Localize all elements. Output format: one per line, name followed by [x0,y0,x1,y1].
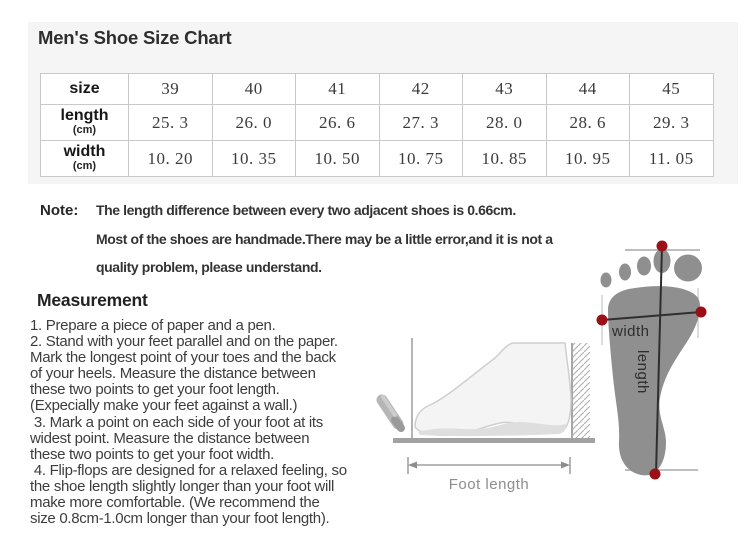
instruction-line: these two points to get your foot width. [30,445,274,463]
width-value-cell: 11. 05 [630,141,714,177]
size-table [40,73,714,177]
fourth-toe [619,264,631,281]
instruction-line: (Expecially make your feet against a wall.) [30,397,298,415]
table-row-width [41,141,714,177]
instruction-line: widest point. Measure the distance between [30,429,310,447]
note-line: quality problem, please understand. [96,259,322,275]
size-cell: 44 [546,74,630,105]
measurement-instructions [30,318,347,527]
little-toe [601,273,612,288]
foot-side-view [415,343,571,435]
width-label: width [612,323,650,340]
length-value-cell: 27. 3 [379,105,463,141]
length-value-cell: 26. 0 [212,105,296,141]
foot-length-label: Foot length [448,476,530,493]
width-left-marker-dot [597,315,608,326]
size-corner-cell: size [41,74,129,105]
note-line: The length difference between every two adjacent shoes is 0.66cm. [96,202,516,218]
width-value-cell: 10. 35 [212,141,296,177]
instruction-line: 4. Flip-flops are designed for a relaxed feeling, so [30,461,347,479]
foot-length-arrow [408,457,570,474]
size-cell: 41 [296,74,380,105]
measurement-heading: Measurement [37,290,148,310]
instruction-line: of your heels. Measure the distance between [30,365,316,383]
toe-marker-dot [657,241,668,252]
size-cell: 43 [463,74,547,105]
length-value-cell: 28. 6 [546,105,630,141]
page-title: Men's Shoe Size Chart [38,27,232,48]
size-cell: 40 [212,74,296,105]
length-value-cell: 28. 0 [463,105,547,141]
instruction-line: the shoe length slightly longer than your foot will [30,477,335,495]
instruction-line: size 0.8cm-1.0cm longer than your foot length). [30,510,330,528]
size-cell: 42 [379,74,463,105]
width-right-marker-dot [696,307,707,318]
width-unit-label: (cm) [72,160,97,173]
big-toe [674,255,702,282]
instruction-line: Mark the longest point of your toes and the back [30,349,336,367]
heel-marker-dot [650,469,661,480]
length-value-cell: 26. 6 [296,105,380,141]
instruction-line: 2. Stand with your feet parallel and on the paper. [30,333,338,351]
instruction-line: these two points to get your foot length. [30,381,280,399]
width-value-cell: 10. 95 [546,141,630,177]
note-line: Most of the shoes are handmade.There may be a little error,and it is not a [96,230,553,247]
third-toe [637,257,651,276]
width-value-cell: 10. 20 [129,141,213,177]
size-cell: 45 [630,74,714,105]
width-header-cell [41,141,129,177]
instruction-line: 1. Prepare a piece of paper and a pen. [30,317,276,334]
length-header-cell [41,105,129,141]
width-header-label: width [63,143,106,161]
note-text [96,196,553,282]
note-label: Note: [40,202,79,219]
length-value-cell: 25. 3 [129,105,213,141]
width-value-cell: 10. 75 [379,141,463,177]
length-header-label: length [60,107,109,125]
ground-line [393,438,595,443]
table-row-length [41,105,714,141]
length-unit-label: (cm) [72,124,97,137]
footprint-measure-diagram [585,228,750,508]
width-value-cell: 10. 85 [463,141,547,177]
pen-icon [382,397,401,428]
instruction-line: 3. Mark a point on each side of your foot at its [30,413,323,431]
table-row-sizes [41,74,714,105]
length-label: length [634,350,651,394]
length-value-cell: 29. 3 [630,105,714,141]
size-cell: 39 [129,74,213,105]
instruction-line: make more comfortable. (We recommend the [30,494,320,512]
width-value-cell: 10. 50 [296,141,380,177]
